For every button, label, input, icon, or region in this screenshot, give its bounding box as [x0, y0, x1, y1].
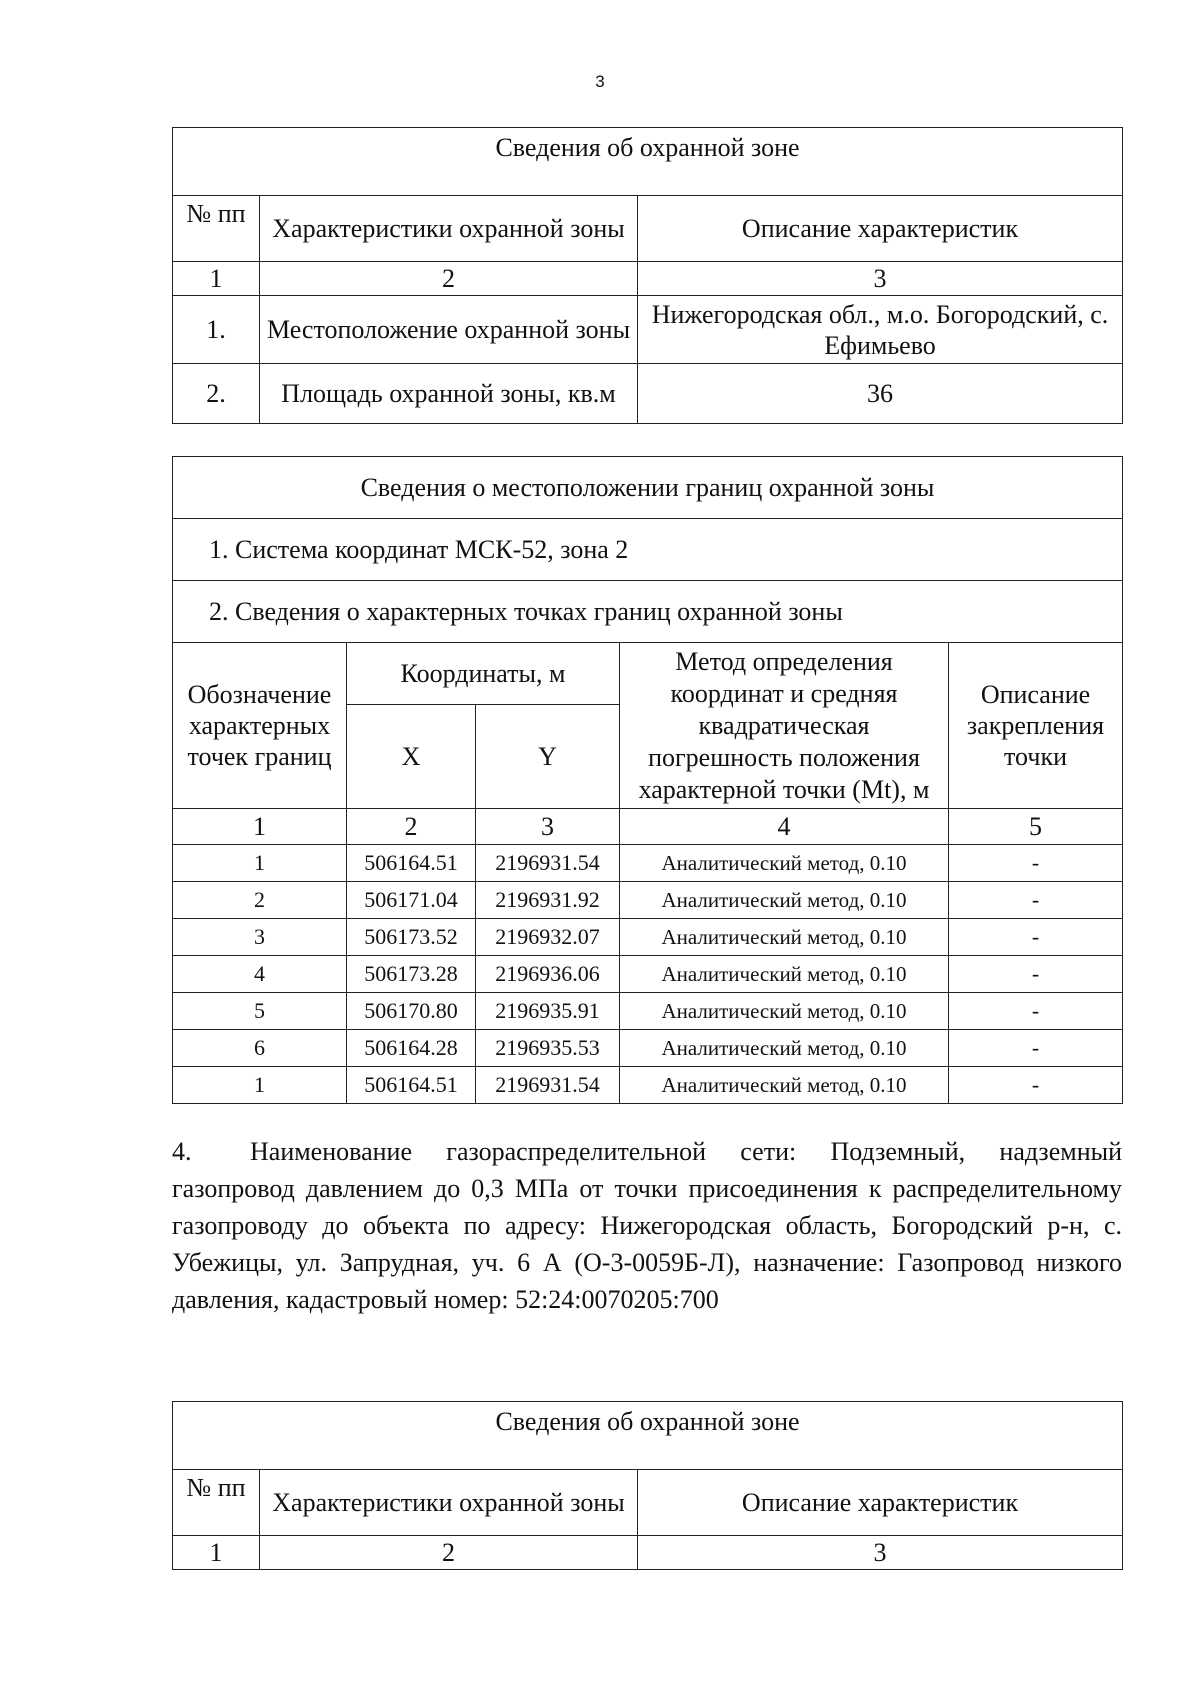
row-number: 1.: [173, 296, 260, 364]
table-row: [173, 993, 1123, 1030]
col-index: 1: [173, 809, 347, 845]
protection-zone-info-table: [172, 127, 1123, 424]
point-label: 1: [173, 1067, 347, 1104]
col-header-characteristics: Характеристики охранной зоны: [260, 1470, 638, 1536]
table-row: [173, 956, 1123, 993]
table-row: [173, 1030, 1123, 1067]
method: Аналитический метод, 0.10: [620, 993, 949, 1030]
method: Аналитический метод, 0.10: [620, 882, 949, 919]
col-header-point: Обозначение характерных точек границ: [173, 643, 347, 809]
row-number: 2.: [173, 364, 260, 424]
col-header-number: № пп: [173, 196, 260, 262]
row-description: Нижегородская обл., м.о. Богородский, с. Ефимьево: [638, 296, 1123, 364]
col-index: 2: [260, 262, 638, 296]
paragraph-text: Наименование газораспределительной сети: Подземный, надземный газопровод давлением до 0,3 МПа от точки присоединения к распределительному газопроводу до объекта по адресу: Нижегородская область, Богородский р-н, с. Убежицы, ул. Запрудная, уч. 6 А (О-3-0059Б-Л), назначение: Газопровод низкого давления, кадастровый номер: 52:24:0070205:700: [172, 1137, 1122, 1314]
coord-y: 2196935.53: [476, 1030, 620, 1067]
col-header-fixing: Описание закрепления точки: [949, 643, 1123, 809]
coordinate-system: 1. Система координат МСК-52, зона 2: [173, 519, 1123, 581]
fixing: -: [949, 1030, 1123, 1067]
col-index: 2: [347, 809, 476, 845]
table-title: Сведения о местоположении границ охранной зоны: [173, 457, 1123, 519]
coord-y: 2196931.54: [476, 845, 620, 882]
fixing: -: [949, 845, 1123, 882]
col-index: 3: [476, 809, 620, 845]
coord-y: 2196932.07: [476, 919, 620, 956]
col-index: 3: [638, 1536, 1123, 1570]
method: Аналитический метод, 0.10: [620, 1030, 949, 1067]
col-index: 3: [638, 262, 1123, 296]
table-title: Сведения об охранной зоне: [173, 1402, 1123, 1470]
points-section-title: 2. Сведения о характерных точках границ охранной зоны: [173, 581, 1123, 643]
coord-x: 506164.51: [347, 1067, 476, 1104]
point-label: 4: [173, 956, 347, 993]
method: Аналитический метод, 0.10: [620, 956, 949, 993]
point-label: 5: [173, 993, 347, 1030]
table-title: Сведения об охранной зоне: [173, 128, 1123, 196]
coord-x: 506173.52: [347, 919, 476, 956]
col-header-method: Метод определения координат и средняя квадратическая погрешность положения характерной точки (Mt), м: [620, 643, 949, 809]
row-characteristic: Местоположение охранной зоны: [260, 296, 638, 364]
point-label: 3: [173, 919, 347, 956]
table-row: [173, 845, 1123, 882]
coord-x: 506164.28: [347, 1030, 476, 1067]
network-description-paragraph: [172, 1133, 1122, 1318]
row-characteristic: Площадь охранной зоны, кв.м: [260, 364, 638, 424]
fixing: -: [949, 956, 1123, 993]
page-number: 3: [595, 72, 605, 91]
col-header-description: Описание характеристик: [638, 196, 1123, 262]
row-description: 36: [638, 364, 1123, 424]
coord-x: 506173.28: [347, 956, 476, 993]
fixing: -: [949, 993, 1123, 1030]
point-label: 1: [173, 845, 347, 882]
col-index: 1: [173, 262, 260, 296]
boundary-location-table: [172, 456, 1123, 1104]
col-index: 1: [173, 1536, 260, 1570]
coord-y: 2196931.92: [476, 882, 620, 919]
fixing: -: [949, 919, 1123, 956]
col-index: 4: [620, 809, 949, 845]
protection-zone-info-table-2: [172, 1401, 1123, 1570]
col-index: 5: [949, 809, 1123, 845]
col-header-characteristics: Характеристики охранной зоны: [260, 196, 638, 262]
coord-y: 2196936.06: [476, 956, 620, 993]
point-label: 2: [173, 882, 347, 919]
col-header-y: Y: [476, 705, 620, 809]
table-row: [173, 919, 1123, 956]
coord-x: 506164.51: [347, 845, 476, 882]
point-label: 6: [173, 1030, 347, 1067]
coord-x: 506170.80: [347, 993, 476, 1030]
table-row: [173, 882, 1123, 919]
col-header-number: № пп: [173, 1470, 260, 1536]
fixing: -: [949, 1067, 1123, 1104]
fixing: -: [949, 882, 1123, 919]
col-header-x: X: [347, 705, 476, 809]
table-row: [173, 364, 1123, 424]
method: Аналитический метод, 0.10: [620, 919, 949, 956]
col-header-description: Описание характеристик: [638, 1470, 1123, 1536]
method: Аналитический метод, 0.10: [620, 1067, 949, 1104]
table-row: [173, 1067, 1123, 1104]
method: Аналитический метод, 0.10: [620, 845, 949, 882]
coord-y: 2196935.91: [476, 993, 620, 1030]
coord-y: 2196931.54: [476, 1067, 620, 1104]
table-row: [173, 296, 1123, 364]
col-index: 2: [260, 1536, 638, 1570]
paragraph-number: 4.: [172, 1137, 192, 1166]
coord-x: 506171.04: [347, 882, 476, 919]
col-header-coordinates: Координаты, м: [347, 643, 620, 705]
